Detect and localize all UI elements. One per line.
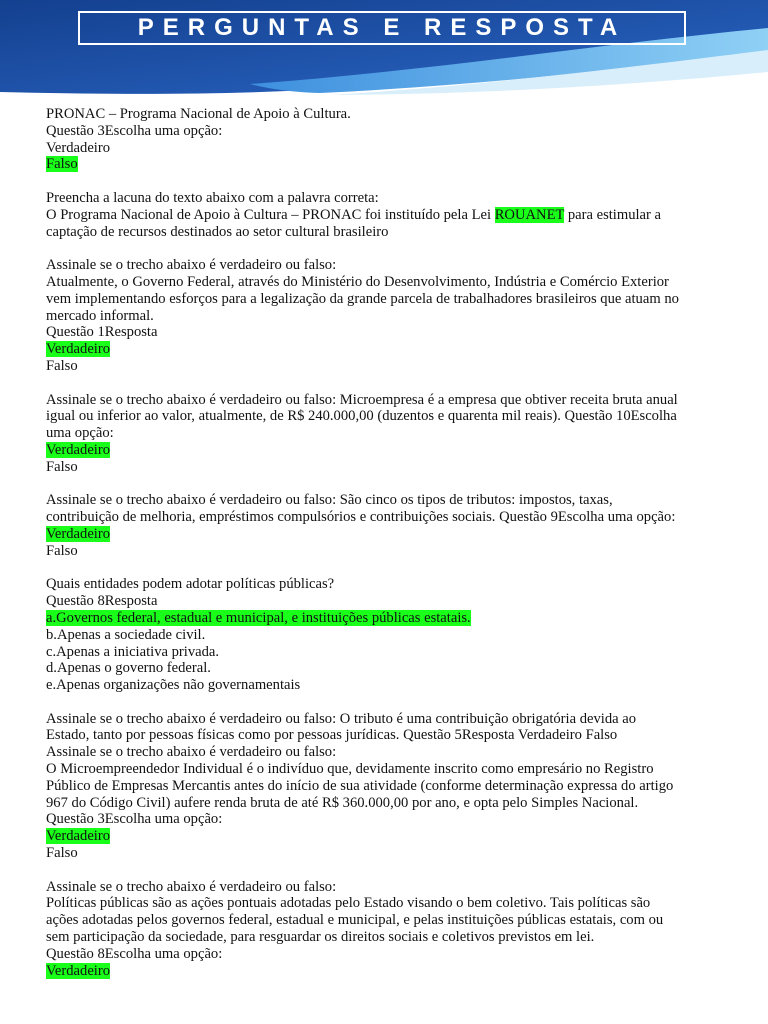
question-text: sem participação da sociedade, para resguardar os direitos sociais e coletivos previstos em lei. bbox=[46, 929, 595, 946]
answer-rouanet-highlighted: ROUANET bbox=[494, 206, 565, 223]
question-text: Público de Empresas Mercantis antes do início de sua atividade (conforme determinação expressa do artigo bbox=[46, 777, 674, 794]
document-body bbox=[46, 106, 726, 979]
question-text: PRONAC – Programa Nacional de Apoio à Cultura. bbox=[46, 106, 351, 122]
question-text: O Programa Nacional de Apoio à Cultura – PRONAC foi instituído pela Lei bbox=[46, 206, 492, 223]
question-block-microempresa bbox=[46, 392, 726, 476]
option-verdadeiro: Verdadeiro bbox=[46, 139, 111, 156]
answer-verdadeiro-highlighted: Verdadeiro bbox=[46, 341, 111, 358]
question-block-rouanet bbox=[46, 190, 726, 240]
question-text: vem implementando esforços para a legalização da grande parcela de trabalhadores brasileiros que atuam no bbox=[46, 290, 679, 307]
question-text: ações adotadas pelos governos federal, estadual e municipal, e pelas instituições públicas estatais, com ou bbox=[46, 912, 664, 929]
question-block-politicas-publicas bbox=[46, 576, 726, 694]
answer-verdadeiro-highlighted: Verdadeiro bbox=[46, 525, 111, 542]
question-text: para estimular a bbox=[567, 206, 662, 223]
option-falso: Falso bbox=[46, 458, 78, 475]
question-text: Assinale se o trecho abaixo é verdadeiro ou falso: bbox=[46, 878, 337, 895]
question-label: uma opção: bbox=[46, 425, 114, 442]
question-text: 967 do Código Civil) aufere renda bruta de até R$ 360.000,00 por ano, e opta pelo Simples Nacional. bbox=[46, 794, 639, 811]
question-text: Quais entidades podem adotar políticas públicas? bbox=[46, 576, 335, 593]
question-label: Questão 8Resposta bbox=[46, 593, 158, 610]
question-block-tributo-mei bbox=[46, 711, 726, 862]
question-text: O Microempreendedor Individual é o indivíduo que, devidamente inscrito como empresário no Registro bbox=[46, 761, 654, 778]
question-text: Assinale se o trecho abaixo é verdadeiro ou falso: bbox=[46, 744, 337, 761]
option-e: e.Apenas organizações não governamentais bbox=[46, 677, 301, 694]
question-text: Assinale se o trecho abaixo é verdadeiro ou falso: O tributo é uma contribuição obrigatória devida ao bbox=[46, 710, 637, 727]
question-block-acoes-pontuais bbox=[46, 879, 726, 980]
question-label: Questão 8Escolha uma opção: bbox=[46, 945, 223, 962]
question-text: Assinale se o trecho abaixo é verdadeiro ou falso: Microempresa é a empresa que obtiver receita bruta anual bbox=[46, 391, 678, 408]
answer-verdadeiro-highlighted: Verdadeiro bbox=[46, 828, 111, 845]
option-c: c.Apenas a iniciativa privada. bbox=[46, 643, 220, 660]
answer-verdadeiro-highlighted: Verdadeiro bbox=[46, 962, 111, 979]
header-banner bbox=[0, 0, 768, 100]
question-text: mercado informal. bbox=[46, 307, 154, 324]
title-frame bbox=[78, 11, 686, 45]
question-label: Questão 3Escolha uma opção: bbox=[46, 811, 223, 828]
option-d: d.Apenas o governo federal. bbox=[46, 660, 211, 677]
question-label: Questão 3Escolha uma opção: bbox=[46, 122, 223, 139]
answer-verdadeiro-highlighted: Verdadeiro bbox=[46, 441, 111, 458]
question-text: Assinale se o trecho abaixo é verdadeiro ou falso: bbox=[46, 257, 337, 274]
question-text: contribuição de melhoria, empréstimos compulsórios e contribuições sociais. Questão 9Escolha uma opção: bbox=[46, 509, 676, 526]
option-b: b.Apenas a sociedade civil. bbox=[46, 626, 206, 643]
question-text: captação de recursos destinados ao setor cultural brasileiro bbox=[46, 223, 389, 240]
question-text: Políticas públicas são as ações pontuais adotadas pelo Estado visando o bem coletivo. Tais políticas são bbox=[46, 895, 651, 912]
answer-falso-highlighted: Falso bbox=[46, 156, 78, 173]
answer-option-a-highlighted: a.Governos federal, estadual e municipal, e instituições públicas estatais. bbox=[46, 609, 471, 626]
option-falso: Falso bbox=[46, 845, 78, 862]
page-title: PERGUNTAS E RESPOSTA bbox=[137, 14, 627, 41]
option-falso: Falso bbox=[46, 357, 78, 374]
option-falso: Falso bbox=[46, 542, 78, 559]
question-text: Preencha a lacuna do texto abaixo com a palavra correta: bbox=[46, 189, 379, 206]
question-block-pronac bbox=[46, 106, 726, 173]
question-block-governo-federal bbox=[46, 257, 726, 375]
question-label: Questão 1Resposta bbox=[46, 324, 158, 341]
question-text: igual ou inferior ao valor, atualmente, de R$ 240.000,00 (duzentos e quarenta mil reais). Questão 10Escolha bbox=[46, 408, 677, 425]
question-block-tributos bbox=[46, 492, 726, 559]
question-text: Atualmente, o Governo Federal, através do Ministério do Desenvolvimento, Indústria e Comércio Exterior bbox=[46, 273, 669, 290]
question-text: Estado, tanto por pessoas físicas como por pessoas jurídicas. Questão 5Resposta Verdadeiro Falso bbox=[46, 727, 618, 744]
question-text: Assinale se o trecho abaixo é verdadeiro ou falso: São cinco os tipos de tributos: impostos, taxas, bbox=[46, 492, 613, 509]
